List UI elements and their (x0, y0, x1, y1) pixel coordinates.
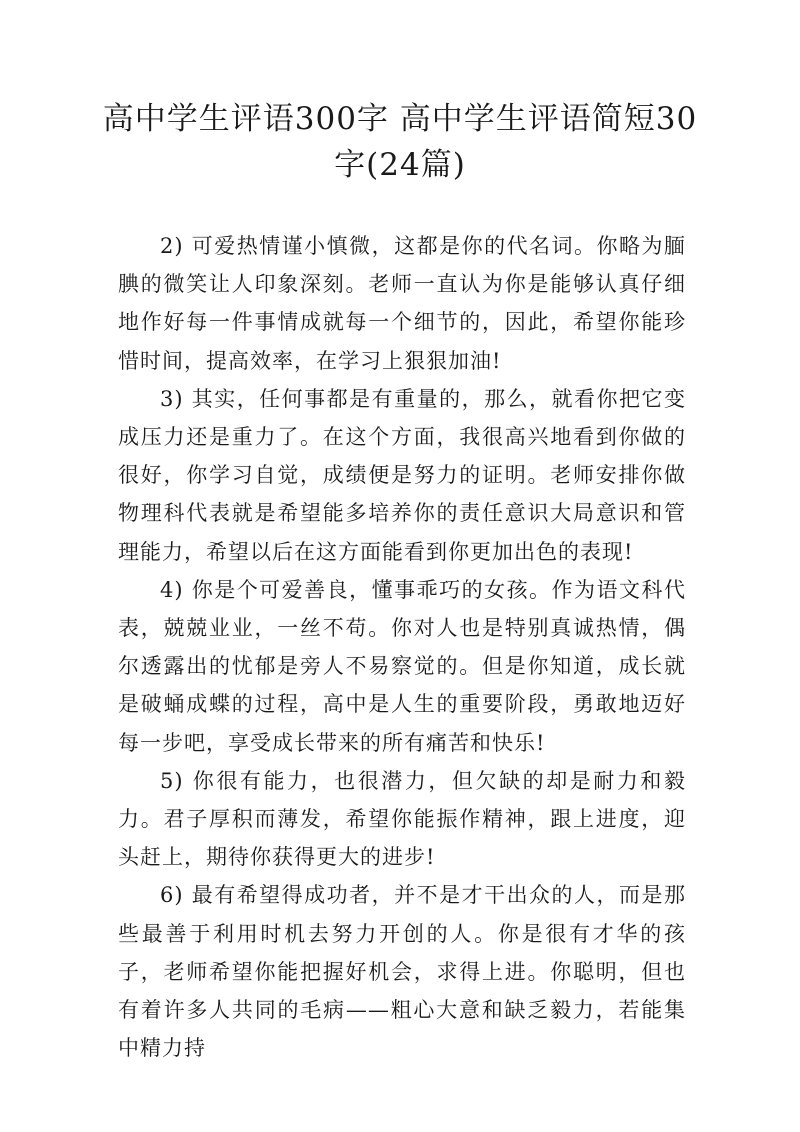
document-body (118, 227, 686, 1067)
paragraph-2: 2) 可爱热情谨小慎微，这都是你的代名词。你略为腼腆的微笑让人印象深刻。老师一直认为你是能够认真仔细地作好每一件事情成就每一个细节的，因此，希望你能珍惜时间，提高效率，在学习上狠狠加油! (118, 234, 686, 373)
paragraph-5: 5) 你很有能力，也很潜力，但欠缺的却是耐力和毅力。君子厚积而薄发，希望你能振作精神，跟上进度，迎头赶上，期待你获得更大的进步! (118, 768, 686, 870)
paragraph-4: 4) 你是个可爱善良，懂事乖巧的女孩。作为语文科代表，兢兢业业，一丝不苟。你对人也是特别真诚热情，偶尔透露出的忧郁是旁人不易察觉的。但是你知道，成长就是破蛹成蝶的过程，高中是人生的重要阶段，勇敢地迈好每一步吧，享受成长带来的所有痛苦和快乐! (118, 577, 686, 755)
paragraph-6: 6) 最有希望得成功者，并不是才干出众的人，而是那些最善于利用时机去努力开创的人。你是很有才华的孩子，老师希望你能把握好机会，求得上进。你聪明，但也有着许多人共同的毛病——粗心大意和缺乏毅力，若能集中精力持 (118, 883, 686, 1061)
document-title: 高中学生评语300字 高中学生评语简短30字(24篇) (102, 101, 698, 183)
paragraph-3: 3) 其实，任何事都是有重量的，那么，就看你把它变成压力还是重力了。在这个方面，我很高兴地看到你做的很好，你学习自觉，成绩便是努力的证明。老师安排你做物理科代表就是希望能多培养你的责任意识大局意识和管理能力，希望以后在这方面能看到你更加出色的表现! (118, 386, 686, 564)
